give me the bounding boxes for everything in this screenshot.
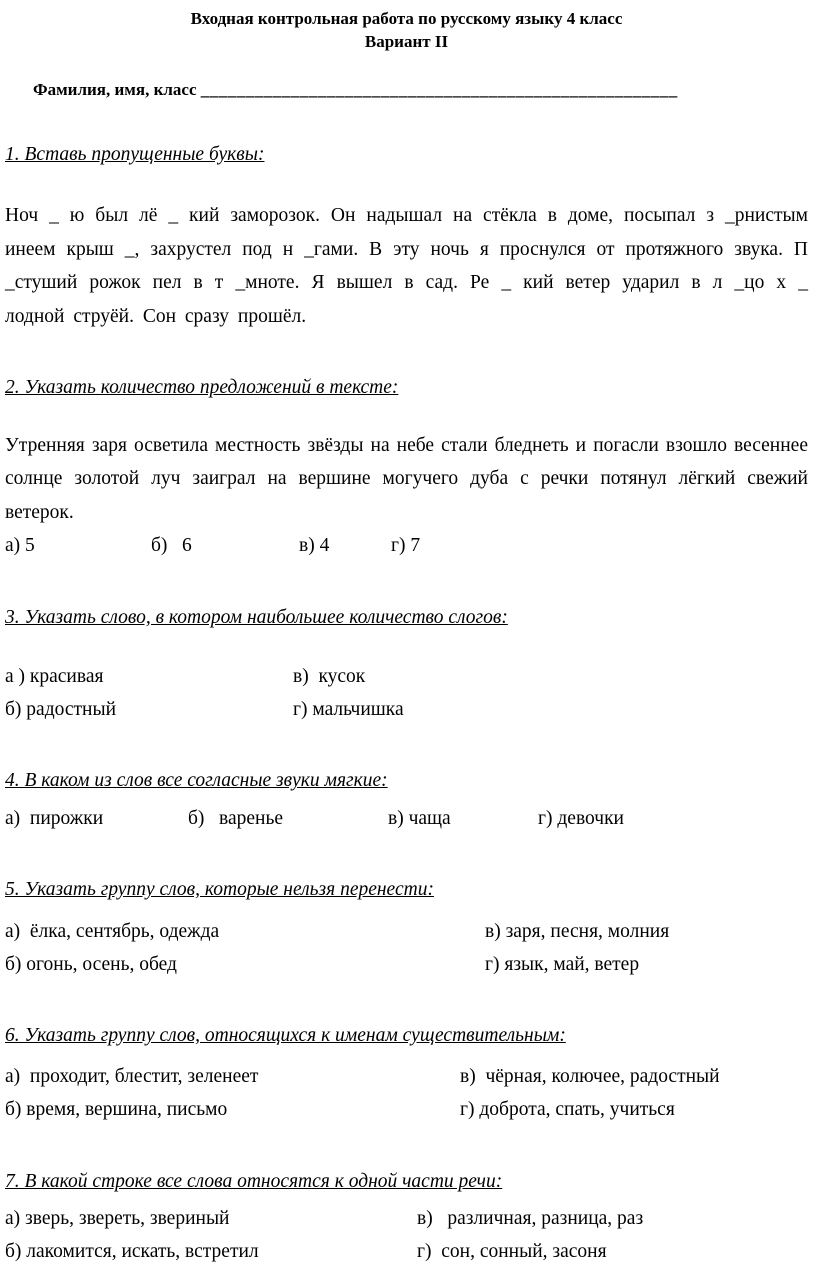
option-3b: б) радостный bbox=[5, 699, 117, 721]
section-3-row-2 bbox=[5, 693, 808, 726]
option-6g: г) доброта, спать, учиться bbox=[460, 1099, 675, 1121]
document-title-line1: Входная контрольная работа по русскому языку 4 класс bbox=[190, 9, 623, 28]
option-6b: б) время, вершина, письмо bbox=[5, 1099, 228, 1121]
section-5-heading: 5. Указать группу слов, которые нельзя перенести: bbox=[5, 879, 434, 901]
option-4v: в) чаща bbox=[388, 807, 451, 829]
option-7b: б) лакомится, искать, встретил bbox=[5, 1241, 259, 1263]
option-2b: б) 6 bbox=[151, 535, 192, 557]
option-7v: в) различная, разница, раз bbox=[417, 1207, 644, 1229]
section-4-options bbox=[5, 802, 808, 836]
section-7-row-1 bbox=[5, 1202, 808, 1235]
option-5a: а) ёлка, сентябрь, одежда bbox=[5, 920, 220, 942]
option-3v: в) кусок bbox=[293, 666, 366, 688]
name-line bbox=[33, 80, 808, 100]
option-7g: г) сон, сонный, засоня bbox=[417, 1241, 607, 1263]
section-6-row-1 bbox=[5, 1060, 808, 1093]
section-5-row-2 bbox=[5, 948, 808, 981]
section-2-options bbox=[5, 529, 808, 563]
option-4b: б) варенье bbox=[188, 807, 284, 829]
option-6v: в) чёрная, колючее, радостный bbox=[460, 1066, 720, 1088]
section-3-row-1 bbox=[5, 660, 808, 693]
option-2v: в) 4 bbox=[299, 535, 330, 557]
option-4a: а) пирожки bbox=[5, 807, 104, 829]
section-6-heading: 6. Указать группу слов, относящихся к именам существительным: bbox=[5, 1024, 566, 1046]
section-7-heading: 7. В какой строке все слова относятся к одной части речи: bbox=[5, 1170, 503, 1192]
section-4 bbox=[5, 768, 808, 835]
section-4-heading: 4. В каком из слов все согласные звуки мягкие: bbox=[5, 770, 388, 792]
section-2 bbox=[5, 375, 808, 562]
section-1-text: Ноч _ ю был лё _ кий заморозок. Он надышал на стёкла в доме, посыпал з _рнистым инеем крыш _, захрустел под н _гами. В эту ночь я проснулся от протяжного звука. П _стуший рожок пел в т _мноте. Я вышел в сад. Ре _ кий ветер ударил в л _цо х _ лодной струёй. Сон сразу прошёл. bbox=[5, 205, 808, 327]
name-blank-line: _____________________________________________________ bbox=[200, 79, 678, 99]
section-3 bbox=[5, 605, 808, 727]
section-7-row-2 bbox=[5, 1235, 808, 1268]
option-5b: б) огонь, осень, обед bbox=[5, 953, 177, 975]
section-5 bbox=[5, 877, 808, 981]
section-2-text: Утренняя заря осветила местность звёзды на небе стали бледнеть и погасли взошло весеннее солнце золотой луч заиграл на вершине могучего дуба с речки потянул лёгкий свежий ветерок. bbox=[5, 434, 808, 523]
section-1 bbox=[5, 142, 808, 333]
option-6a: а) проходит, блестит, зеленеет bbox=[5, 1066, 259, 1088]
option-3a: а ) красивая bbox=[5, 666, 104, 688]
section-6-row-2 bbox=[5, 1093, 808, 1126]
option-7a: а) зверь, звереть, звериный bbox=[5, 1207, 230, 1229]
option-4g: г) девочки bbox=[538, 807, 624, 829]
name-label: Фамилия, имя, класс bbox=[33, 79, 201, 99]
option-2a: а) 5 bbox=[5, 535, 35, 557]
option-3g: г) мальчишка bbox=[293, 699, 404, 721]
section-2-heading: 2. Указать количество предложений в тексте: bbox=[5, 377, 399, 399]
option-5v: в) заря, песня, молния bbox=[485, 920, 670, 942]
section-1-heading: 1. Вставь пропущенные буквы: bbox=[5, 143, 265, 165]
variant-title: Вариант II bbox=[364, 31, 449, 51]
document-title bbox=[5, 8, 808, 54]
section-3-heading: 3. Указать слово, в котором наибольшее количество слогов: bbox=[5, 606, 508, 628]
section-6 bbox=[5, 1023, 808, 1127]
option-2g: г) 7 bbox=[391, 535, 421, 557]
section-5-row-1 bbox=[5, 915, 808, 948]
option-5g: г) язык, май, ветер bbox=[485, 953, 640, 975]
section-7 bbox=[5, 1169, 808, 1268]
